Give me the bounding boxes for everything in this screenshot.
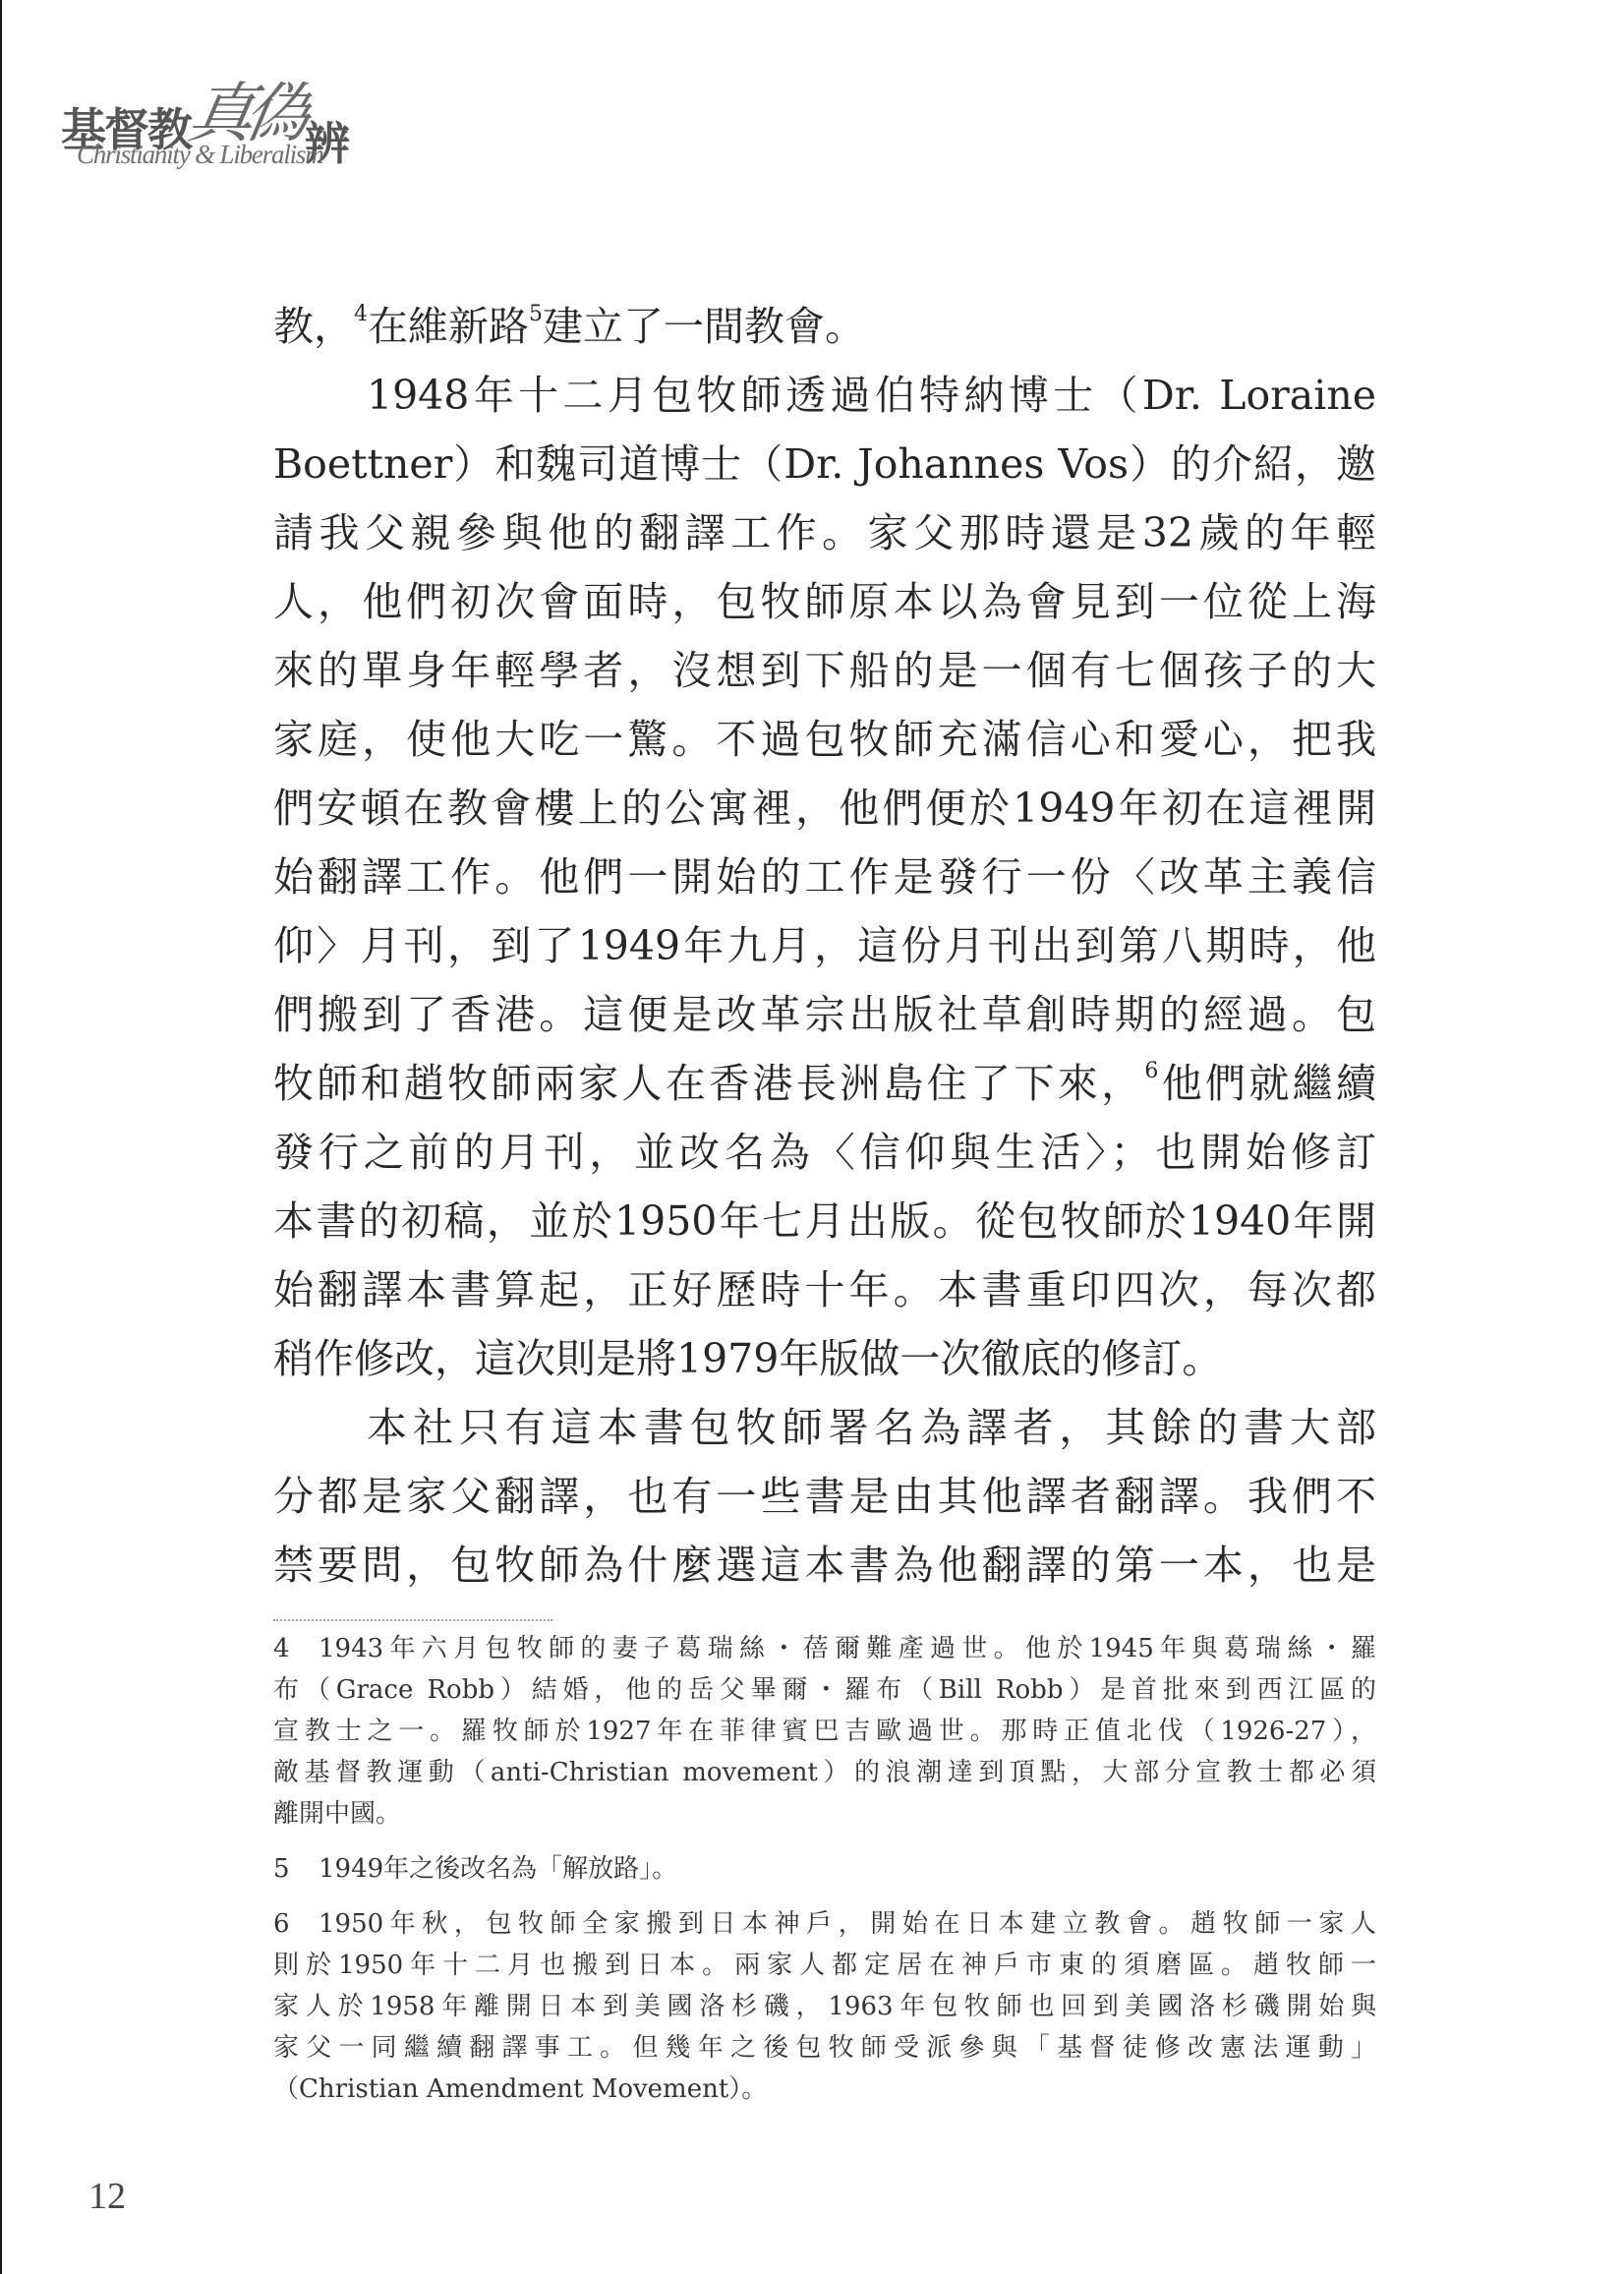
body-line: 請我父親參與他的翻譯工作。家父那時還是32歲的年輕 (273, 509, 1376, 556)
body-line: 發行之前的月刊，並改名為〈信仰與生活〉；也開始修訂 (273, 1129, 1376, 1176)
text-span: 他們就繼續 (1158, 1060, 1377, 1107)
body-line: 人，他們初次會面時，包牧師原本以為會見到一位從上海 (273, 578, 1376, 625)
body-line: 本書的初稿，並於1950年七月出版。從包牧師於1940年開 (273, 1197, 1376, 1245)
page-left-edge (0, 0, 2, 2274)
footnote-line (273, 1848, 1376, 1890)
logo-title-script: 真偽 (183, 76, 307, 151)
body-line: 來的單身年輕學者，沒想到下船的是一個有七個孩子的大 (273, 647, 1376, 694)
footnotes-section (273, 1628, 1376, 2124)
body-line: 們搬到了香港。這便是改革宗出版社草創時期的經過。包 (273, 991, 1376, 1038)
footnote-line (273, 1628, 1376, 1669)
body-line: 始翻譯本書算起，正好歷時十年。本書重印四次，每次都 (273, 1266, 1376, 1313)
footnote-number: 4 (273, 1634, 290, 1663)
footnote-ref-5[interactable]: 5 (529, 302, 543, 326)
body-line: 們安頓在教會樓上的公寓裡，他們便於1949年初在這裡開 (273, 785, 1376, 832)
logo-title-bold: 基督教 (61, 103, 191, 156)
footnote-5 (273, 1848, 1376, 1890)
text-span: 牧師和趙牧師兩家人在香港長洲島住了下來， (273, 1060, 1145, 1107)
text-span: 建立了一間教會。 (543, 303, 865, 350)
footnote-line: （Christian Amendment Movement）。 (273, 2074, 768, 2104)
body-line: 仰〉月刊，到了1949年九月，這份月刊出到第八期時，他 (273, 922, 1376, 969)
body-line (273, 292, 1376, 361)
body-line: 分都是家父翻譯，也有一些書是由其他譯者翻譯。我們不 (273, 1473, 1376, 1520)
body-line: 1948年十二月包牧師透過伯特納博士（Dr. Loraine (367, 372, 1376, 419)
footnote-6 (273, 1903, 1376, 2110)
body-line: 始翻譯工作。他們一開始的工作是發行一份〈改革主義信 (273, 853, 1376, 901)
footnote-divider (273, 1619, 552, 1621)
body-line: 本社只有這本書包牧師署名為譯者，其餘的書大部 (367, 1404, 1376, 1451)
body-line: 家庭，使他大吃一驚。不過包牧師充滿信心和愛心，把我 (273, 716, 1376, 763)
main-body-text (273, 292, 1376, 1600)
footnote-line: 家人於1958年離開日本到美國洛杉磯，1963年包牧師也回到美國洛杉磯開始與 (273, 1992, 1376, 2021)
footnote-number: 6 (273, 1909, 290, 1939)
page-number: 12 (88, 2176, 126, 2217)
logo-title-last: 辨 (305, 117, 350, 170)
footnote-line (273, 1903, 1376, 1945)
body-line: 禁要問，包牧師為什麼選這本書為他翻譯的第一本，也是 (273, 1542, 1376, 1589)
footnote-line: 宣教士之一。羅牧師於1927年在菲律賓巴吉歐過世。那時正值北伐（1926-27）， (273, 1717, 1376, 1746)
body-line: 稍作修改，這次則是將1979年版做一次徹底的修訂。 (273, 1335, 1223, 1382)
footnote-line: 敵基督教運動（anti-Christian movement）的浪潮達到頂點，大部分宣教士都必須 (273, 1758, 1376, 1787)
footnote-text: 1943年六月包牧師的妻子葛瑞絲・蓓爾難產過世。他於1945年與葛瑞絲・羅 (319, 1634, 1376, 1663)
footnote-4 (273, 1628, 1376, 1835)
footnote-line: 離開中國。 (273, 1799, 402, 1829)
footnote-number: 5 (273, 1854, 290, 1884)
book-title-english: Christianity & Liberalism (77, 140, 323, 169)
body-line (273, 1049, 1376, 1118)
body-line: Boettner）和魏司道博士（Dr. Johannes Vos）的介紹，邀 (273, 440, 1376, 488)
text-span: 教， (273, 303, 354, 350)
book-title-logo (61, 61, 385, 179)
footnote-ref-6[interactable]: 6 (1144, 1059, 1159, 1083)
footnote-ref-4[interactable]: 4 (354, 302, 368, 326)
footnote-text: 1950年秋，包牧師全家搬到日本神戶，開始在日本建立教會。趙牧師一家人 (319, 1909, 1376, 1939)
footnote-line: 家父一同繼續翻譯事工。但幾年之後包牧師受派參與「基督徒修改憲法運動」 (273, 2033, 1376, 2063)
text-span: 在維新路 (368, 303, 529, 350)
footnote-line: 則於1950年十二月也搬到日本。兩家人都定居在神戶市東的須磨區。趙牧師一 (273, 1951, 1376, 1980)
footnote-line: 布（Grace Robb）結婚，他的岳父畢爾・羅布（Bill Robb）是首批來到西江區的 (273, 1675, 1376, 1705)
footnote-text: 1949年之後改名為「解放路」。 (319, 1854, 678, 1884)
